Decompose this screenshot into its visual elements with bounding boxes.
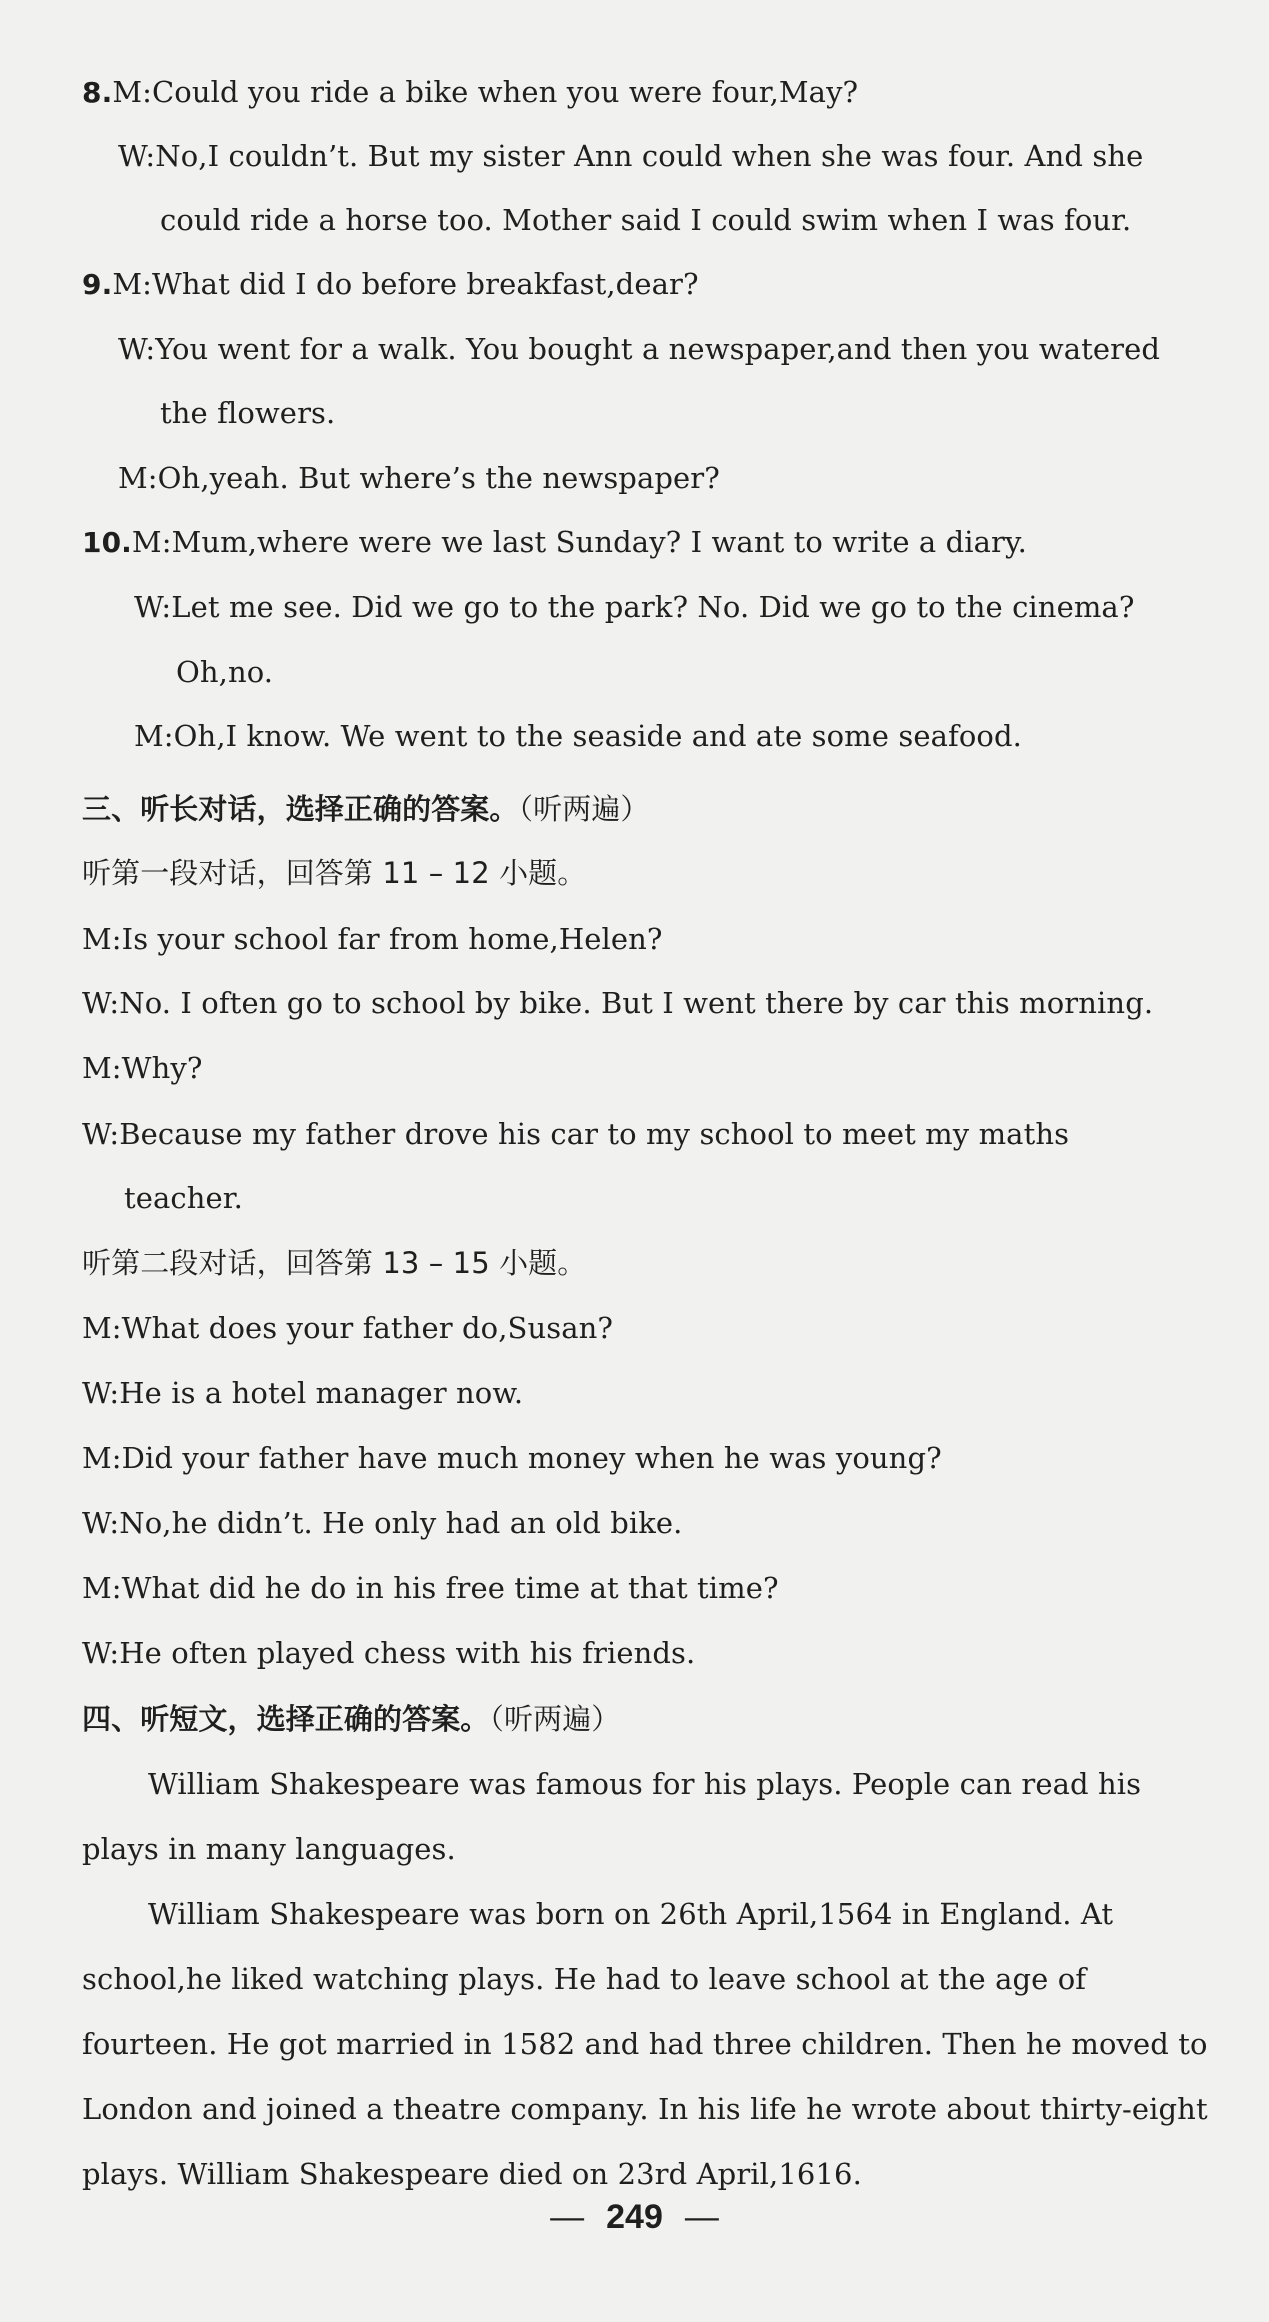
q9-line-2: W:You went for a walk. You bought a newspaper,and then you watered — [118, 332, 1161, 366]
q10-line-1 — [82, 522, 1027, 563]
q8-line-2: W:No,I couldn’t. But my sister Ann could when she was four. And she — [118, 139, 1144, 173]
dialogue2-line-4: W:No,he didn’t. He only had an old bike. — [82, 1506, 683, 1540]
dialogue2-line-1: M:What does your father do,Susan? — [82, 1311, 614, 1345]
dialogue2-line-5: M:What did he do in his free time at that time? — [82, 1571, 779, 1605]
dialogue2-line-3: M:Did your father have much money when he was young? — [82, 1441, 942, 1475]
q9-line-3: the flowers. — [160, 396, 336, 430]
dialogue2-intro: 听第二段对话，回答第 13 – 15 小题。 — [82, 1246, 587, 1280]
q10-line-3: Oh,no. — [176, 655, 274, 689]
dialogue1-line-5: teacher. — [124, 1181, 243, 1215]
footer-dash-right: — — [684, 2198, 719, 2236]
passage-line-6: London and joined a theatre company. In his life he wrote about thirty-eight — [82, 2092, 1208, 2126]
q10-line-2: W:Let me see. Did we go to the park? No. Did we go to the cinema? — [134, 590, 1135, 624]
passage-line-5: fourteen. He got married in 1582 and had three children. Then he moved to — [82, 2027, 1208, 2061]
q10-line-4: M:Oh,I know. We went to the seaside and ate some seafood. — [134, 719, 1022, 753]
q8-number: 8. — [82, 76, 113, 109]
q9-text-1: M:What did I do before breakfast,dear? — [112, 267, 699, 301]
section3-heading — [82, 789, 650, 829]
passage-line-4: school,he liked watching plays. He had to leave school at the age of — [82, 1962, 1087, 1996]
page-footer — [0, 2195, 1269, 2239]
q10-number: 10. — [82, 526, 132, 559]
section4-title: 四、听短文，选择正确的答案。 — [82, 1702, 490, 1736]
q9-line-4: M:Oh,yeah. But where’s the newspaper? — [118, 461, 720, 495]
q10-text-1: M:Mum,where were we last Sunday? I want to write a diary. — [131, 525, 1027, 559]
dialogue1-line-4: W:Because my father drove his car to my school to meet my maths — [82, 1117, 1070, 1151]
section3-note: （听两遍） — [518, 792, 650, 826]
q9-line-1 — [82, 264, 699, 305]
passage-line-3: William Shakespeare was born on 26th April,1564 in England. At — [148, 1897, 1114, 1931]
section4-note: （听两遍） — [489, 1702, 621, 1736]
passage-line-7: plays. William Shakespeare died on 23rd April,1616. — [82, 2157, 862, 2191]
section4-heading — [82, 1699, 620, 1739]
dialogue2-line-2: W:He is a hotel manager now. — [82, 1376, 524, 1410]
q8-text-1: M:Could you ride a bike when you were four,May? — [112, 75, 859, 109]
dialogue2-line-6: W:He often played chess with his friends. — [82, 1636, 696, 1670]
section3-title: 三、听长对话，选择正确的答案。 — [82, 792, 519, 826]
passage-line-1: William Shakespeare was famous for his plays. People can read his — [148, 1767, 1142, 1801]
q8-line-3: could ride a horse too. Mother said I could swim when I was four. — [160, 203, 1132, 237]
footer-dash-left: — — [550, 2198, 585, 2236]
dialogue1-line-1: M:Is your school far from home,Helen? — [82, 922, 663, 956]
q9-number: 9. — [82, 268, 113, 301]
page-number: 249 — [606, 2198, 663, 2236]
q8-line-1 — [82, 72, 858, 113]
dialogue1-line-3: M:Why? — [82, 1051, 203, 1085]
dialogue1-line-2: W:No. I often go to school by bike. But I went there by car this morning. — [82, 986, 1154, 1020]
dialogue1-intro: 听第一段对话，回答第 11 – 12 小题。 — [82, 856, 587, 890]
passage-line-2: plays in many languages. — [82, 1832, 456, 1866]
